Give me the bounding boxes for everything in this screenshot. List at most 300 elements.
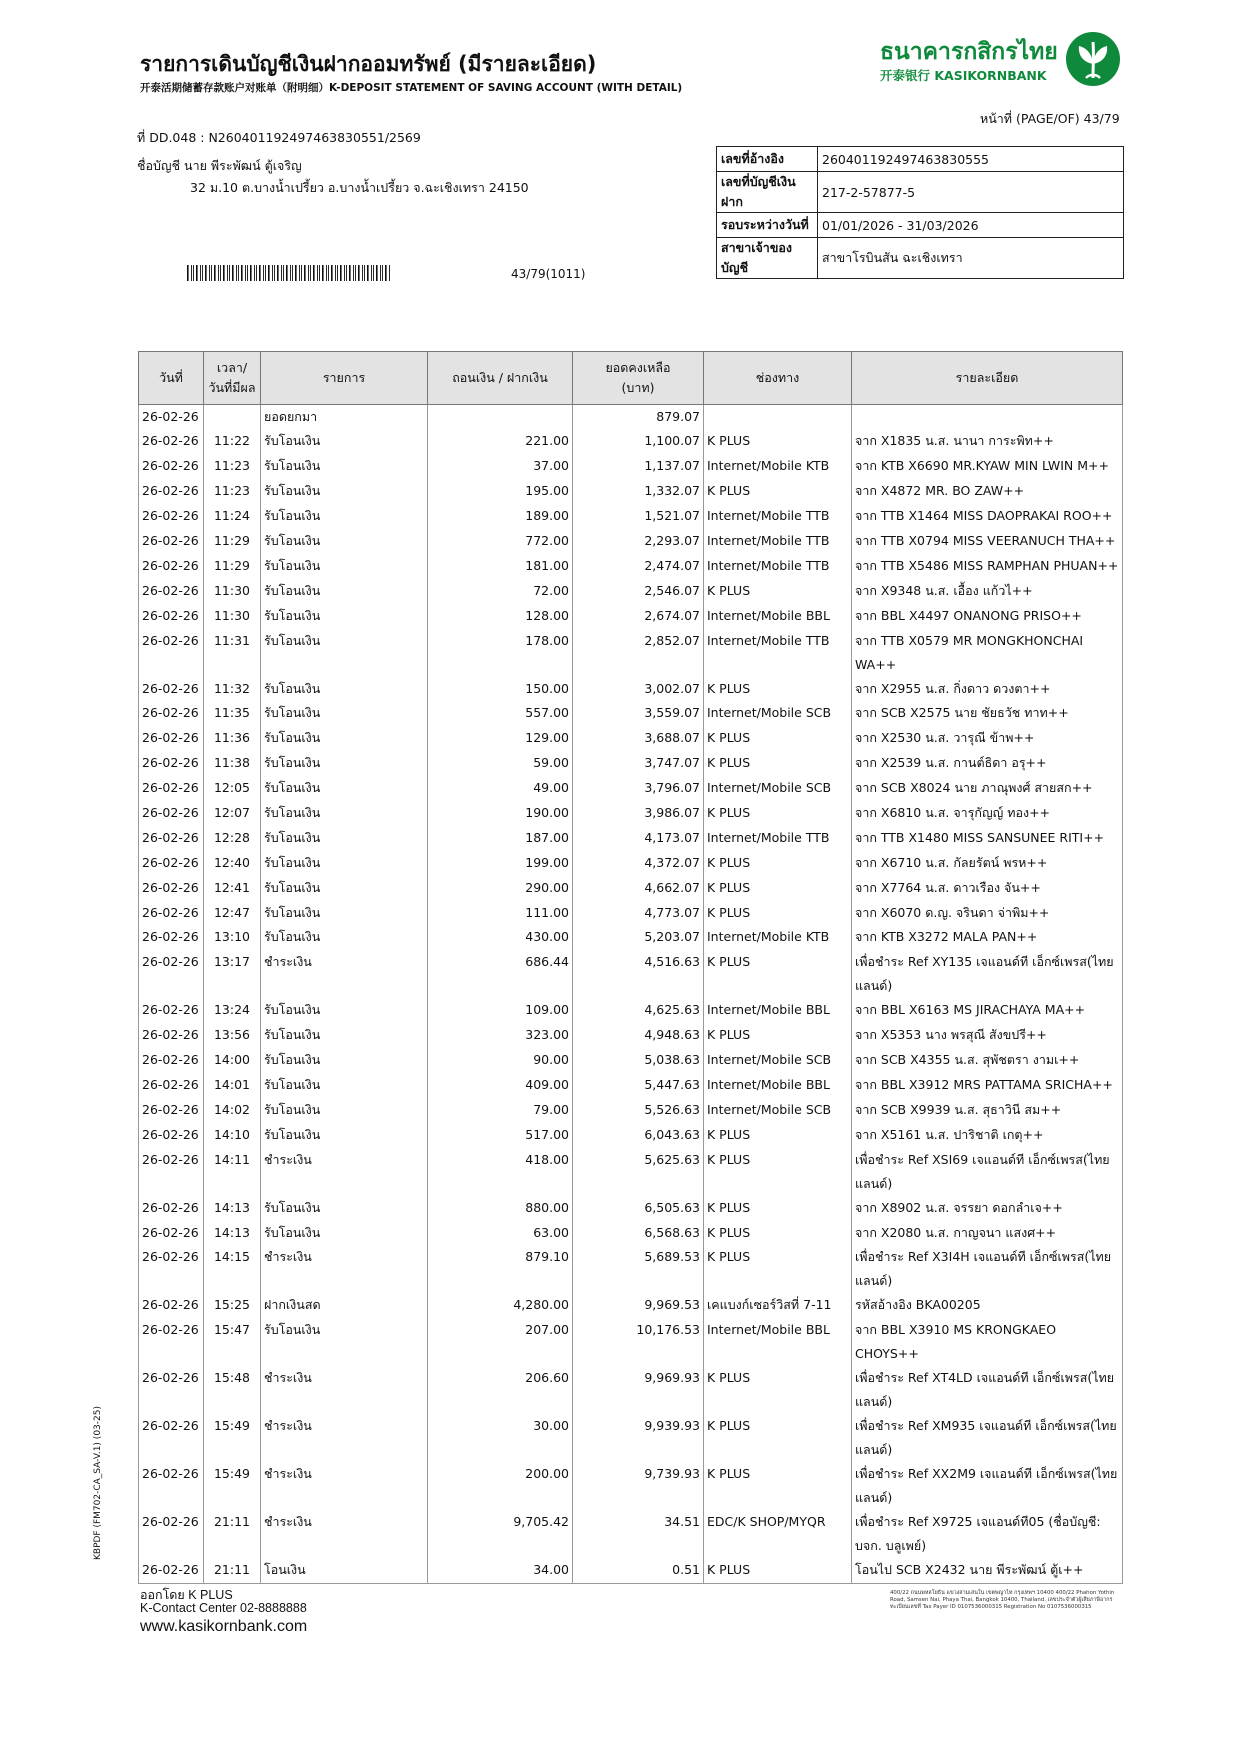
cell-detail: จาก KTB X3272 MALA PAN++ <box>852 925 1123 950</box>
cell-amount: 195.00 <box>428 479 573 504</box>
cell-balance: 4,372.07 <box>573 851 704 876</box>
cell-desc: รับโอนเงิน <box>261 726 428 751</box>
table-row <box>139 776 1123 801</box>
cell-time: 15:48 <box>204 1366 261 1414</box>
info-row <box>717 213 1124 238</box>
cell-detail: จาก BBL X6163 MS JIRACHAYA MA++ <box>852 998 1123 1023</box>
cell-detail: เพื่อชำระ Ref X9725 เจแอนด์ที05 (ชื่อบัญชี: บจก. บลูเพย์) <box>852 1510 1123 1558</box>
cell-detail: จาก X6710 น.ส. กัลยรัตน์ พรห++ <box>852 851 1123 876</box>
cell-channel: Internet/Mobile BBL <box>704 1318 852 1366</box>
table-row <box>139 1558 1123 1583</box>
cell-desc: ยอดยกมา <box>261 405 428 430</box>
cell-amount: 111.00 <box>428 901 573 926</box>
cell-time: 11:29 <box>204 554 261 579</box>
cell-amount: 189.00 <box>428 504 573 529</box>
cell-date: 26-02-26 <box>139 1048 204 1073</box>
cell-amount: 323.00 <box>428 1023 573 1048</box>
cell-desc: รับโอนเงิน <box>261 479 428 504</box>
table-row <box>139 579 1123 604</box>
cell-amount: 128.00 <box>428 604 573 629</box>
cell-desc: รับโอนเงิน <box>261 1023 428 1048</box>
cell-time: 11:30 <box>204 579 261 604</box>
cell-balance: 5,526.63 <box>573 1098 704 1123</box>
cell-detail: จาก X7764 น.ส. ดาวเรือง จัน++ <box>852 876 1123 901</box>
cell-detail: จาก BBL X3912 MRS PATTAMA SRICHA++ <box>852 1073 1123 1098</box>
cell-desc: รับโอนเงิน <box>261 776 428 801</box>
cell-desc: รับโอนเงิน <box>261 925 428 950</box>
table-row <box>139 1510 1123 1558</box>
cell-balance: 5,689.53 <box>573 1245 704 1293</box>
table-row <box>139 901 1123 926</box>
cell-desc: รับโอนเงิน <box>261 701 428 726</box>
cell-amount: 72.00 <box>428 579 573 604</box>
transaction-table <box>138 351 1123 1584</box>
cell-balance: 34.51 <box>573 1510 704 1558</box>
cell-detail: จาก TTB X0579 MR MONGKHONCHAI WA++ <box>852 629 1123 677</box>
account-address: 32 ม.10 ต.บางน้ำเปรี้ยว อ.บางน้ำเปรี้ยว จ.ฉะเชิงเทรา 24150 <box>190 180 529 195</box>
cell-time: 11:32 <box>204 677 261 702</box>
cell-time: 11:22 <box>204 429 261 454</box>
table-row <box>139 1196 1123 1221</box>
cell-desc: ฝากเงินสด <box>261 1293 428 1318</box>
header-balance-line1: ยอดคงเหลือ <box>605 360 671 375</box>
table-row <box>139 604 1123 629</box>
cell-time: 12:47 <box>204 901 261 926</box>
cell-detail: จาก X6810 น.ส. จารุกัญญ์ ทอง++ <box>852 801 1123 826</box>
cell-time: 11:23 <box>204 454 261 479</box>
cell-balance: 3,796.07 <box>573 776 704 801</box>
issued-by: ออกโดย K PLUS <box>140 1588 233 1602</box>
bank-name-english: 开泰银行 KASIKORNBANK <box>880 68 1047 83</box>
cell-detail: จาก X8902 น.ส. จรรยา ดอกลำเจ++ <box>852 1196 1123 1221</box>
cell-detail: จาก X4872 MR. BO ZAW++ <box>852 479 1123 504</box>
cell-date: 26-02-26 <box>139 1318 204 1366</box>
cell-detail: จาก SCB X4355 น.ส. สุพัชตรา งามเ++ <box>852 1048 1123 1073</box>
cell-detail: จาก SCB X9939 น.ส. สุธาวินี สม++ <box>852 1098 1123 1123</box>
cell-desc: รับโอนเงิน <box>261 504 428 529</box>
cell-balance: 5,625.63 <box>573 1148 704 1196</box>
info-row <box>717 172 1124 213</box>
cell-balance: 6,043.63 <box>573 1123 704 1148</box>
cell-amount: 79.00 <box>428 1098 573 1123</box>
table-row <box>139 1123 1123 1148</box>
table-row <box>139 1048 1123 1073</box>
table-row <box>139 925 1123 950</box>
cell-date: 26-02-26 <box>139 826 204 851</box>
cell-detail: เพื่อชำระ Ref XX2M9 เจแอนด์ที เอ็กซ์เพรส(ไทย แลนด์) <box>852 1462 1123 1510</box>
cell-amount: 517.00 <box>428 1123 573 1148</box>
table-row <box>139 1023 1123 1048</box>
cell-date: 26-02-26 <box>139 479 204 504</box>
cell-desc: รับโอนเงิน <box>261 1123 428 1148</box>
cell-balance: 3,688.07 <box>573 726 704 751</box>
cell-time: 14:01 <box>204 1073 261 1098</box>
cell-date: 26-02-26 <box>139 454 204 479</box>
cell-channel: Internet/Mobile SCB <box>704 776 852 801</box>
cell-detail: จาก TTB X0794 MISS VEERANUCH THA++ <box>852 529 1123 554</box>
cell-desc: ชำระเงิน <box>261 1245 428 1293</box>
cell-detail: จาก TTB X1480 MISS SANSUNEE RITI++ <box>852 826 1123 851</box>
transaction-rows <box>139 405 1123 1584</box>
cell-time: 14:13 <box>204 1221 261 1246</box>
cell-balance: 9,969.93 <box>573 1366 704 1414</box>
cell-time: 12:07 <box>204 801 261 826</box>
cell-time: 14:10 <box>204 1123 261 1148</box>
cell-amount: 49.00 <box>428 776 573 801</box>
cell-time: 15:49 <box>204 1414 261 1462</box>
table-row <box>139 1414 1123 1462</box>
cell-date: 26-02-26 <box>139 405 204 430</box>
website: www.kasikornbank.com <box>140 1618 308 1635</box>
table-row <box>139 405 1123 430</box>
cell-channel: Internet/Mobile KTB <box>704 925 852 950</box>
cell-channel: Internet/Mobile TTB <box>704 826 852 851</box>
cell-time: 12:40 <box>204 851 261 876</box>
cell-time: 11:23 <box>204 479 261 504</box>
cell-channel: K PLUS <box>704 1462 852 1510</box>
cell-detail: รหัสอ้างอิง BKA00205 <box>852 1293 1123 1318</box>
table-row <box>139 1462 1123 1510</box>
cell-date: 26-02-26 <box>139 851 204 876</box>
cell-amount: 430.00 <box>428 925 573 950</box>
cell-balance: 3,986.07 <box>573 801 704 826</box>
cell-channel: K PLUS <box>704 726 852 751</box>
cell-amount: 190.00 <box>428 801 573 826</box>
cell-balance: 3,747.07 <box>573 751 704 776</box>
cell-balance: 10,176.53 <box>573 1318 704 1366</box>
cell-desc: รับโอนเงิน <box>261 554 428 579</box>
cell-detail: จาก SCB X8024 นาย ภาณุพงศ์ สายสก++ <box>852 776 1123 801</box>
cell-desc: รับโอนเงิน <box>261 876 428 901</box>
cell-detail: จาก BBL X3910 MS KRONGKAEO CHOYS++ <box>852 1318 1123 1366</box>
cell-channel: K PLUS <box>704 579 852 604</box>
form-code: KBPDF (FM702-CA_SA-V.1) (03-25) <box>93 1406 103 1560</box>
cell-channel: EDC/K SHOP/MYQR <box>704 1510 852 1558</box>
cell-channel: K PLUS <box>704 1414 852 1462</box>
cell-date: 26-02-26 <box>139 554 204 579</box>
cell-date: 26-02-26 <box>139 950 204 998</box>
cell-channel: K PLUS <box>704 1366 852 1414</box>
table-row <box>139 1366 1123 1414</box>
cell-balance: 4,173.07 <box>573 826 704 851</box>
cell-desc: รับโอนเงิน <box>261 826 428 851</box>
cell-desc: รับโอนเงิน <box>261 629 428 677</box>
cell-channel: Internet/Mobile TTB <box>704 504 852 529</box>
cell-channel <box>704 405 852 430</box>
cell-date: 26-02-26 <box>139 1293 204 1318</box>
cell-desc: รับโอนเงิน <box>261 1098 428 1123</box>
cell-detail: เพื่อชำระ Ref X3I4H เจแอนด์ที เอ็กซ์เพรส(ไทย แลนด์) <box>852 1245 1123 1293</box>
cell-detail: จาก X5161 น.ส. ปาริชาติ เกตุ++ <box>852 1123 1123 1148</box>
info-value: 217-2-57877-5 <box>818 172 1124 213</box>
info-value: 260401192497463830555 <box>818 147 1124 172</box>
cell-date: 26-02-26 <box>139 1366 204 1414</box>
cell-amount: 772.00 <box>428 529 573 554</box>
info-row <box>717 238 1124 279</box>
cell-amount: 109.00 <box>428 998 573 1023</box>
cell-balance: 1,137.07 <box>573 454 704 479</box>
cell-detail: เพื่อชำระ Ref XSI69 เจแอนด์ที เอ็กซ์เพรส(ไทย แลนด์) <box>852 1148 1123 1196</box>
cell-time: 12:05 <box>204 776 261 801</box>
table-row <box>139 1098 1123 1123</box>
cell-channel: K PLUS <box>704 1148 852 1196</box>
cell-date: 26-02-26 <box>139 726 204 751</box>
cell-channel: Internet/Mobile SCB <box>704 1098 852 1123</box>
page-number: หน้าที่ (PAGE/OF) 43/79 <box>980 111 1120 126</box>
cell-channel: เคแบงก์เซอร์วิสที่ 7-11 <box>704 1293 852 1318</box>
cell-channel: Internet/Mobile BBL <box>704 998 852 1023</box>
table-row <box>139 629 1123 677</box>
cell-balance: 6,505.63 <box>573 1196 704 1221</box>
cell-desc: ชำระเงิน <box>261 1414 428 1462</box>
cell-date: 26-02-26 <box>139 1221 204 1246</box>
info-value: 01/01/2026 - 31/03/2026 <box>818 213 1124 238</box>
cell-balance: 4,625.63 <box>573 998 704 1023</box>
cell-date: 26-02-26 <box>139 701 204 726</box>
cell-desc: รับโอนเงิน <box>261 1221 428 1246</box>
cell-time: 11:35 <box>204 701 261 726</box>
cell-time: 15:49 <box>204 1462 261 1510</box>
header-detail: รายละเอียด <box>852 352 1123 405</box>
cell-detail: จาก TTB X1464 MISS DAOPRAKAI ROO++ <box>852 504 1123 529</box>
cell-desc: รับโอนเงิน <box>261 529 428 554</box>
cell-amount: 63.00 <box>428 1221 573 1246</box>
cell-channel: K PLUS <box>704 876 852 901</box>
cell-amount: 200.00 <box>428 1462 573 1510</box>
cell-date: 26-02-26 <box>139 1558 204 1583</box>
table-row <box>139 554 1123 579</box>
cell-desc: ชำระเงิน <box>261 950 428 998</box>
cell-date: 26-02-26 <box>139 529 204 554</box>
cell-channel: Internet/Mobile TTB <box>704 554 852 579</box>
cell-channel: K PLUS <box>704 1245 852 1293</box>
kasikornbank-logo <box>880 30 1120 96</box>
table-row <box>139 1293 1123 1318</box>
cell-balance: 5,203.07 <box>573 925 704 950</box>
contact-center: K-Contact Center 02-8888888 <box>140 1601 307 1615</box>
cell-date: 26-02-26 <box>139 1196 204 1221</box>
table-row <box>139 1148 1123 1196</box>
table-row <box>139 998 1123 1023</box>
cell-date: 26-02-26 <box>139 579 204 604</box>
cell-time: 14:00 <box>204 1048 261 1073</box>
cell-balance: 0.51 <box>573 1558 704 1583</box>
table-row <box>139 826 1123 851</box>
header-description: รายการ <box>261 352 428 405</box>
cell-time: 15:47 <box>204 1318 261 1366</box>
cell-date: 26-02-26 <box>139 925 204 950</box>
cell-balance: 9,939.93 <box>573 1414 704 1462</box>
cell-channel: K PLUS <box>704 1196 852 1221</box>
cell-balance: 2,474.07 <box>573 554 704 579</box>
cell-channel: Internet/Mobile TTB <box>704 629 852 677</box>
cell-amount: 59.00 <box>428 751 573 776</box>
cell-channel: K PLUS <box>704 1558 852 1583</box>
cell-desc: ชำระเงิน <box>261 1366 428 1414</box>
cell-date: 26-02-26 <box>139 1073 204 1098</box>
cell-amount: 178.00 <box>428 629 573 677</box>
cell-amount: 187.00 <box>428 826 573 851</box>
cell-desc: รับโอนเงิน <box>261 998 428 1023</box>
header-time-line2: วันที่มีผล <box>208 380 256 395</box>
table-row <box>139 504 1123 529</box>
account-name: ชื่อบัญชี นาย พีระพัฒน์ ตู้เจริญ <box>137 158 302 173</box>
cell-detail: จาก X9348 น.ส. เอื้อง แก้วไ++ <box>852 579 1123 604</box>
cell-balance: 2,852.07 <box>573 629 704 677</box>
cell-detail: จาก KTB X6690 MR.KYAW MIN LWIN M++ <box>852 454 1123 479</box>
cell-channel: K PLUS <box>704 950 852 998</box>
table-row <box>139 1318 1123 1366</box>
cell-channel: K PLUS <box>704 429 852 454</box>
cell-amount: 90.00 <box>428 1048 573 1073</box>
cell-channel: K PLUS <box>704 751 852 776</box>
cell-channel: K PLUS <box>704 1123 852 1148</box>
cell-time: 11:24 <box>204 504 261 529</box>
cell-time: 11:30 <box>204 604 261 629</box>
cell-date: 26-02-26 <box>139 504 204 529</box>
cell-detail: จาก X2080 น.ส. กาญจนา แสงศ++ <box>852 1221 1123 1246</box>
cell-balance: 2,546.07 <box>573 579 704 604</box>
cell-time: 11:29 <box>204 529 261 554</box>
cell-balance: 1,521.07 <box>573 504 704 529</box>
cell-time: 13:10 <box>204 925 261 950</box>
header-time <box>204 352 261 405</box>
cell-desc: รับโอนเงิน <box>261 429 428 454</box>
cell-desc: รับโอนเงิน <box>261 1048 428 1073</box>
bank-address-fineprint: 400/22 ถนนพหลโยธิน แขวงสามเสนใน เขตพญาไท กรุงเทพฯ 10400 400/22 Phahon Yothin Road, Samsen Nai, Phaya Thai, Bangkok 10400, Thailand. เลขประจำตัวผู้เสียภาษีอากร ทะเบียนเลขที่ Tax Payer ID 0107536000315 Registration No 0107536000315 <box>890 1590 1115 1610</box>
cell-date: 26-02-26 <box>139 1148 204 1196</box>
cell-desc: รับโอนเงิน <box>261 1073 428 1098</box>
cell-balance: 1,100.07 <box>573 429 704 454</box>
cell-detail: โอนไป SCB X2432 นาย พีระพัฒน์ ตู้เ++ <box>852 1558 1123 1583</box>
bank-name-thai: ธนาคารกสิกรไทย <box>880 39 1058 65</box>
cell-date: 26-02-26 <box>139 1098 204 1123</box>
cell-desc: รับโอนเงิน <box>261 677 428 702</box>
cell-balance: 3,002.07 <box>573 677 704 702</box>
cell-desc: ชำระเงิน <box>261 1462 428 1510</box>
cell-channel: Internet/Mobile TTB <box>704 529 852 554</box>
cell-date: 26-02-26 <box>139 677 204 702</box>
cell-time: 11:36 <box>204 726 261 751</box>
statement-title-thai: รายการเดินบัญชีเงินฝากออมทรัพย์ (มีรายละเอียด) <box>140 52 597 76</box>
info-label: สาขาเจ้าของบัญชี <box>717 238 818 279</box>
header-balance-line2: (บาท) <box>621 380 655 395</box>
barcode-number: 43/79(1011) <box>511 267 586 281</box>
cell-balance: 4,516.63 <box>573 950 704 998</box>
cell-desc: รับโอนเงิน <box>261 751 428 776</box>
table-row <box>139 701 1123 726</box>
table-row <box>139 529 1123 554</box>
cell-time: 21:11 <box>204 1510 261 1558</box>
cell-balance: 1,332.07 <box>573 479 704 504</box>
cell-balance: 5,447.63 <box>573 1073 704 1098</box>
cell-desc: รับโอนเงิน <box>261 851 428 876</box>
cell-detail: จาก X6070 ด.ญ. จรินดา จ่าพิม++ <box>852 901 1123 926</box>
info-row <box>717 147 1124 172</box>
cell-balance: 4,948.63 <box>573 1023 704 1048</box>
cell-date: 26-02-26 <box>139 876 204 901</box>
cell-time: 14:13 <box>204 1196 261 1221</box>
cell-date: 26-02-26 <box>139 629 204 677</box>
cell-desc: รับโอนเงิน <box>261 579 428 604</box>
barcode <box>187 265 390 281</box>
cell-balance: 2,674.07 <box>573 604 704 629</box>
cell-time: 12:28 <box>204 826 261 851</box>
cell-detail <box>852 405 1123 430</box>
cell-channel: K PLUS <box>704 801 852 826</box>
info-label: รอบระหว่างวันที่ <box>717 213 818 238</box>
cell-amount <box>428 405 573 430</box>
cell-time: 14:15 <box>204 1245 261 1293</box>
cell-detail: จาก SCB X2575 นาย ชัยธวัช ทาท++ <box>852 701 1123 726</box>
cell-balance: 9,739.93 <box>573 1462 704 1510</box>
cell-amount: 30.00 <box>428 1414 573 1462</box>
cell-amount: 129.00 <box>428 726 573 751</box>
cell-channel: Internet/Mobile SCB <box>704 701 852 726</box>
cell-desc: รับโอนเงิน <box>261 604 428 629</box>
cell-amount: 207.00 <box>428 1318 573 1366</box>
cell-time: 15:25 <box>204 1293 261 1318</box>
cell-time: 13:17 <box>204 950 261 998</box>
cell-desc: รับโอนเงิน <box>261 801 428 826</box>
cell-date: 26-02-26 <box>139 1462 204 1510</box>
cell-channel: Internet/Mobile BBL <box>704 1073 852 1098</box>
cell-amount: 290.00 <box>428 876 573 901</box>
cell-detail: จาก X2530 น.ส. วารุณี ข้าพ++ <box>852 726 1123 751</box>
cell-time: 14:11 <box>204 1148 261 1196</box>
cell-channel: K PLUS <box>704 1023 852 1048</box>
cell-channel: K PLUS <box>704 1221 852 1246</box>
cell-balance: 2,293.07 <box>573 529 704 554</box>
cell-balance: 4,773.07 <box>573 901 704 926</box>
cell-date: 26-02-26 <box>139 776 204 801</box>
cell-balance: 879.07 <box>573 405 704 430</box>
cell-time: 14:02 <box>204 1098 261 1123</box>
cell-channel: Internet/Mobile BBL <box>704 604 852 629</box>
info-label: เลขที่บัญชีเงินฝาก <box>717 172 818 213</box>
cell-balance: 9,969.53 <box>573 1293 704 1318</box>
document-reference: ที่ DD.048 : N260401192497463830551/2569 <box>137 130 421 145</box>
cell-desc: รับโอนเงิน <box>261 1196 428 1221</box>
cell-detail: จาก X2539 น.ส. กานต์ธิดา อรุ++ <box>852 751 1123 776</box>
table-row <box>139 429 1123 454</box>
cell-desc: ชำระเงิน <box>261 1510 428 1558</box>
cell-desc: รับโอนเงิน <box>261 1318 428 1366</box>
account-info-box <box>716 146 1124 279</box>
cell-date: 26-02-26 <box>139 998 204 1023</box>
table-row <box>139 479 1123 504</box>
cell-amount: 557.00 <box>428 701 573 726</box>
cell-amount: 9,705.42 <box>428 1510 573 1558</box>
cell-date: 26-02-26 <box>139 751 204 776</box>
cell-amount: 879.10 <box>428 1245 573 1293</box>
cell-date: 26-02-26 <box>139 801 204 826</box>
info-label: เลขที่อ้างอิง <box>717 147 818 172</box>
kbank-leaf-icon <box>1064 30 1122 88</box>
cell-time: 11:38 <box>204 751 261 776</box>
cell-desc: โอนเงิน <box>261 1558 428 1583</box>
cell-balance: 3,559.07 <box>573 701 704 726</box>
cell-date: 26-02-26 <box>139 1510 204 1558</box>
header-channel: ช่องทาง <box>704 352 852 405</box>
table-row <box>139 726 1123 751</box>
statement-title-english: 开泰活期储蓄存款账户对账单（附明细）K-DEPOSIT STATEMENT OF SAVING ACCOUNT (WITH DETAIL) <box>140 82 683 94</box>
cell-amount: 150.00 <box>428 677 573 702</box>
cell-amount: 880.00 <box>428 1196 573 1221</box>
header-date: วันที่ <box>139 352 204 405</box>
cell-balance: 5,038.63 <box>573 1048 704 1073</box>
table-row <box>139 1221 1123 1246</box>
